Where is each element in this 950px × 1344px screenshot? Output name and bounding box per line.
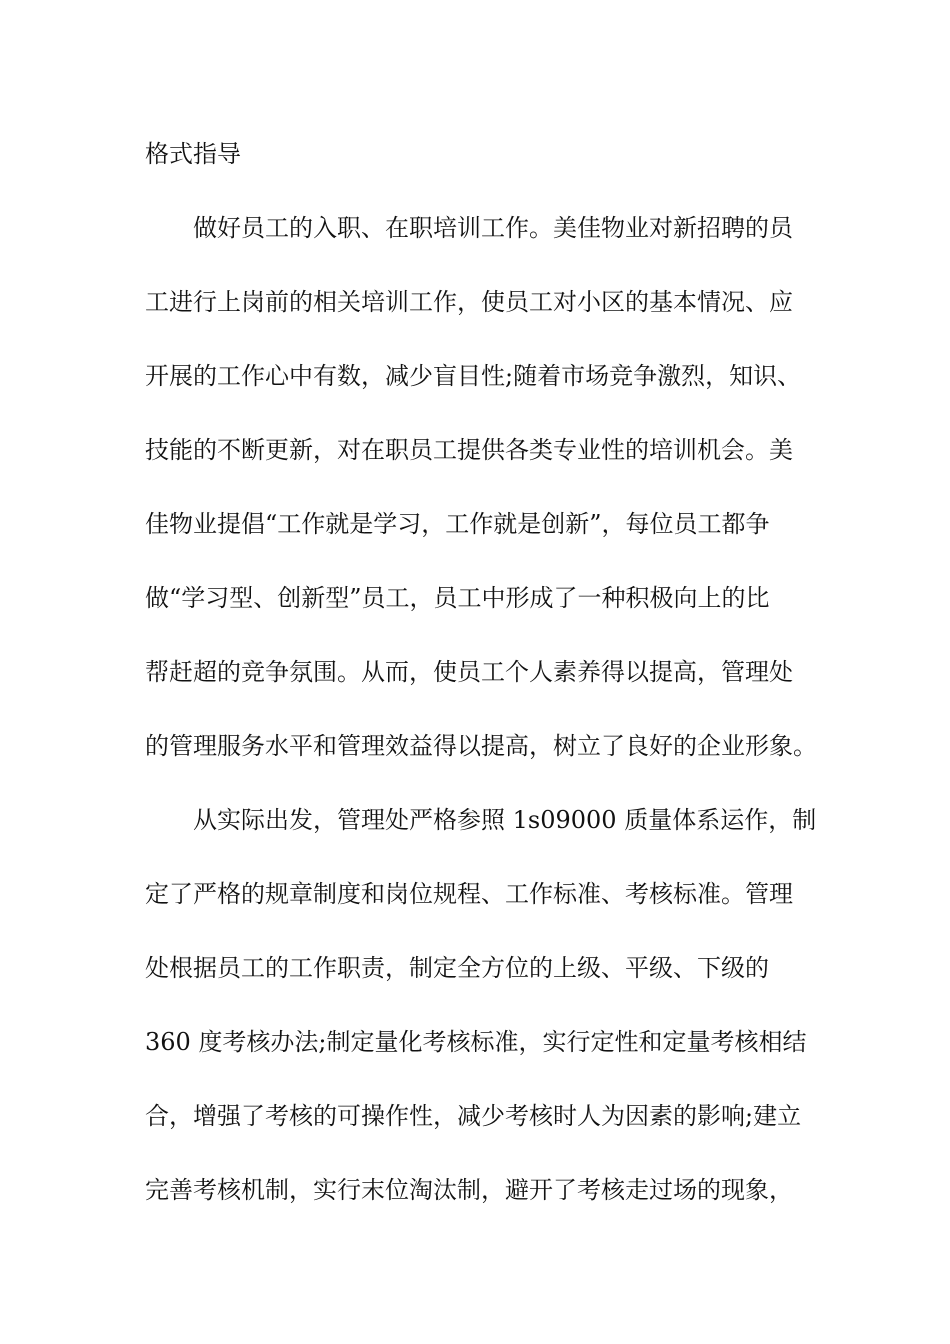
text-line: 完善考核机制，实行末位淘汰制，避开了考核走过场的现象，	[145, 1176, 793, 1204]
text-line: 从实际出发，管理处严格参照 1s09000 质量体系运作，制	[193, 806, 817, 834]
text-line: 做“学习型、创新型”员工，员工中形成了一种积极向上的比	[145, 584, 770, 612]
document-heading: 格式指导	[145, 140, 241, 168]
text-line: 做好员工的入职、在职培训工作。美佳物业对新招聘的员	[193, 214, 793, 242]
text-line: 佳物业提倡“工作就是学习，工作就是创新”，每位员工都争	[145, 510, 770, 538]
text-line: 定了严格的规章制度和岗位规程、工作标准、考核标准。管理	[145, 880, 793, 908]
text-line: 技能的不断更新，对在职员工提供各类专业性的培训机会。美	[145, 436, 793, 464]
text-line: 的管理服务水平和管理效益得以提高，树立了良好的企业形象。	[145, 732, 817, 760]
text-line: 360 度考核办法;制定量化考核标准，实行定性和定量考核相结	[145, 1028, 807, 1056]
text-line: 合，增强了考核的可操作性，减少考核时人为因素的影响;建立	[145, 1102, 802, 1130]
text-line: 处根据员工的工作职责，制定全方位的上级、平级、下级的	[145, 954, 769, 982]
text-line: 帮赶超的竞争氛围。从而，使员工个人素养得以提高，管理处	[145, 658, 793, 686]
text-line: 工进行上岗前的相关培训工作，使员工对小区的基本情况、应	[145, 288, 793, 316]
text-line: 开展的工作心中有数，减少盲目性;随着市场竞争激烈，知识、	[145, 362, 802, 390]
